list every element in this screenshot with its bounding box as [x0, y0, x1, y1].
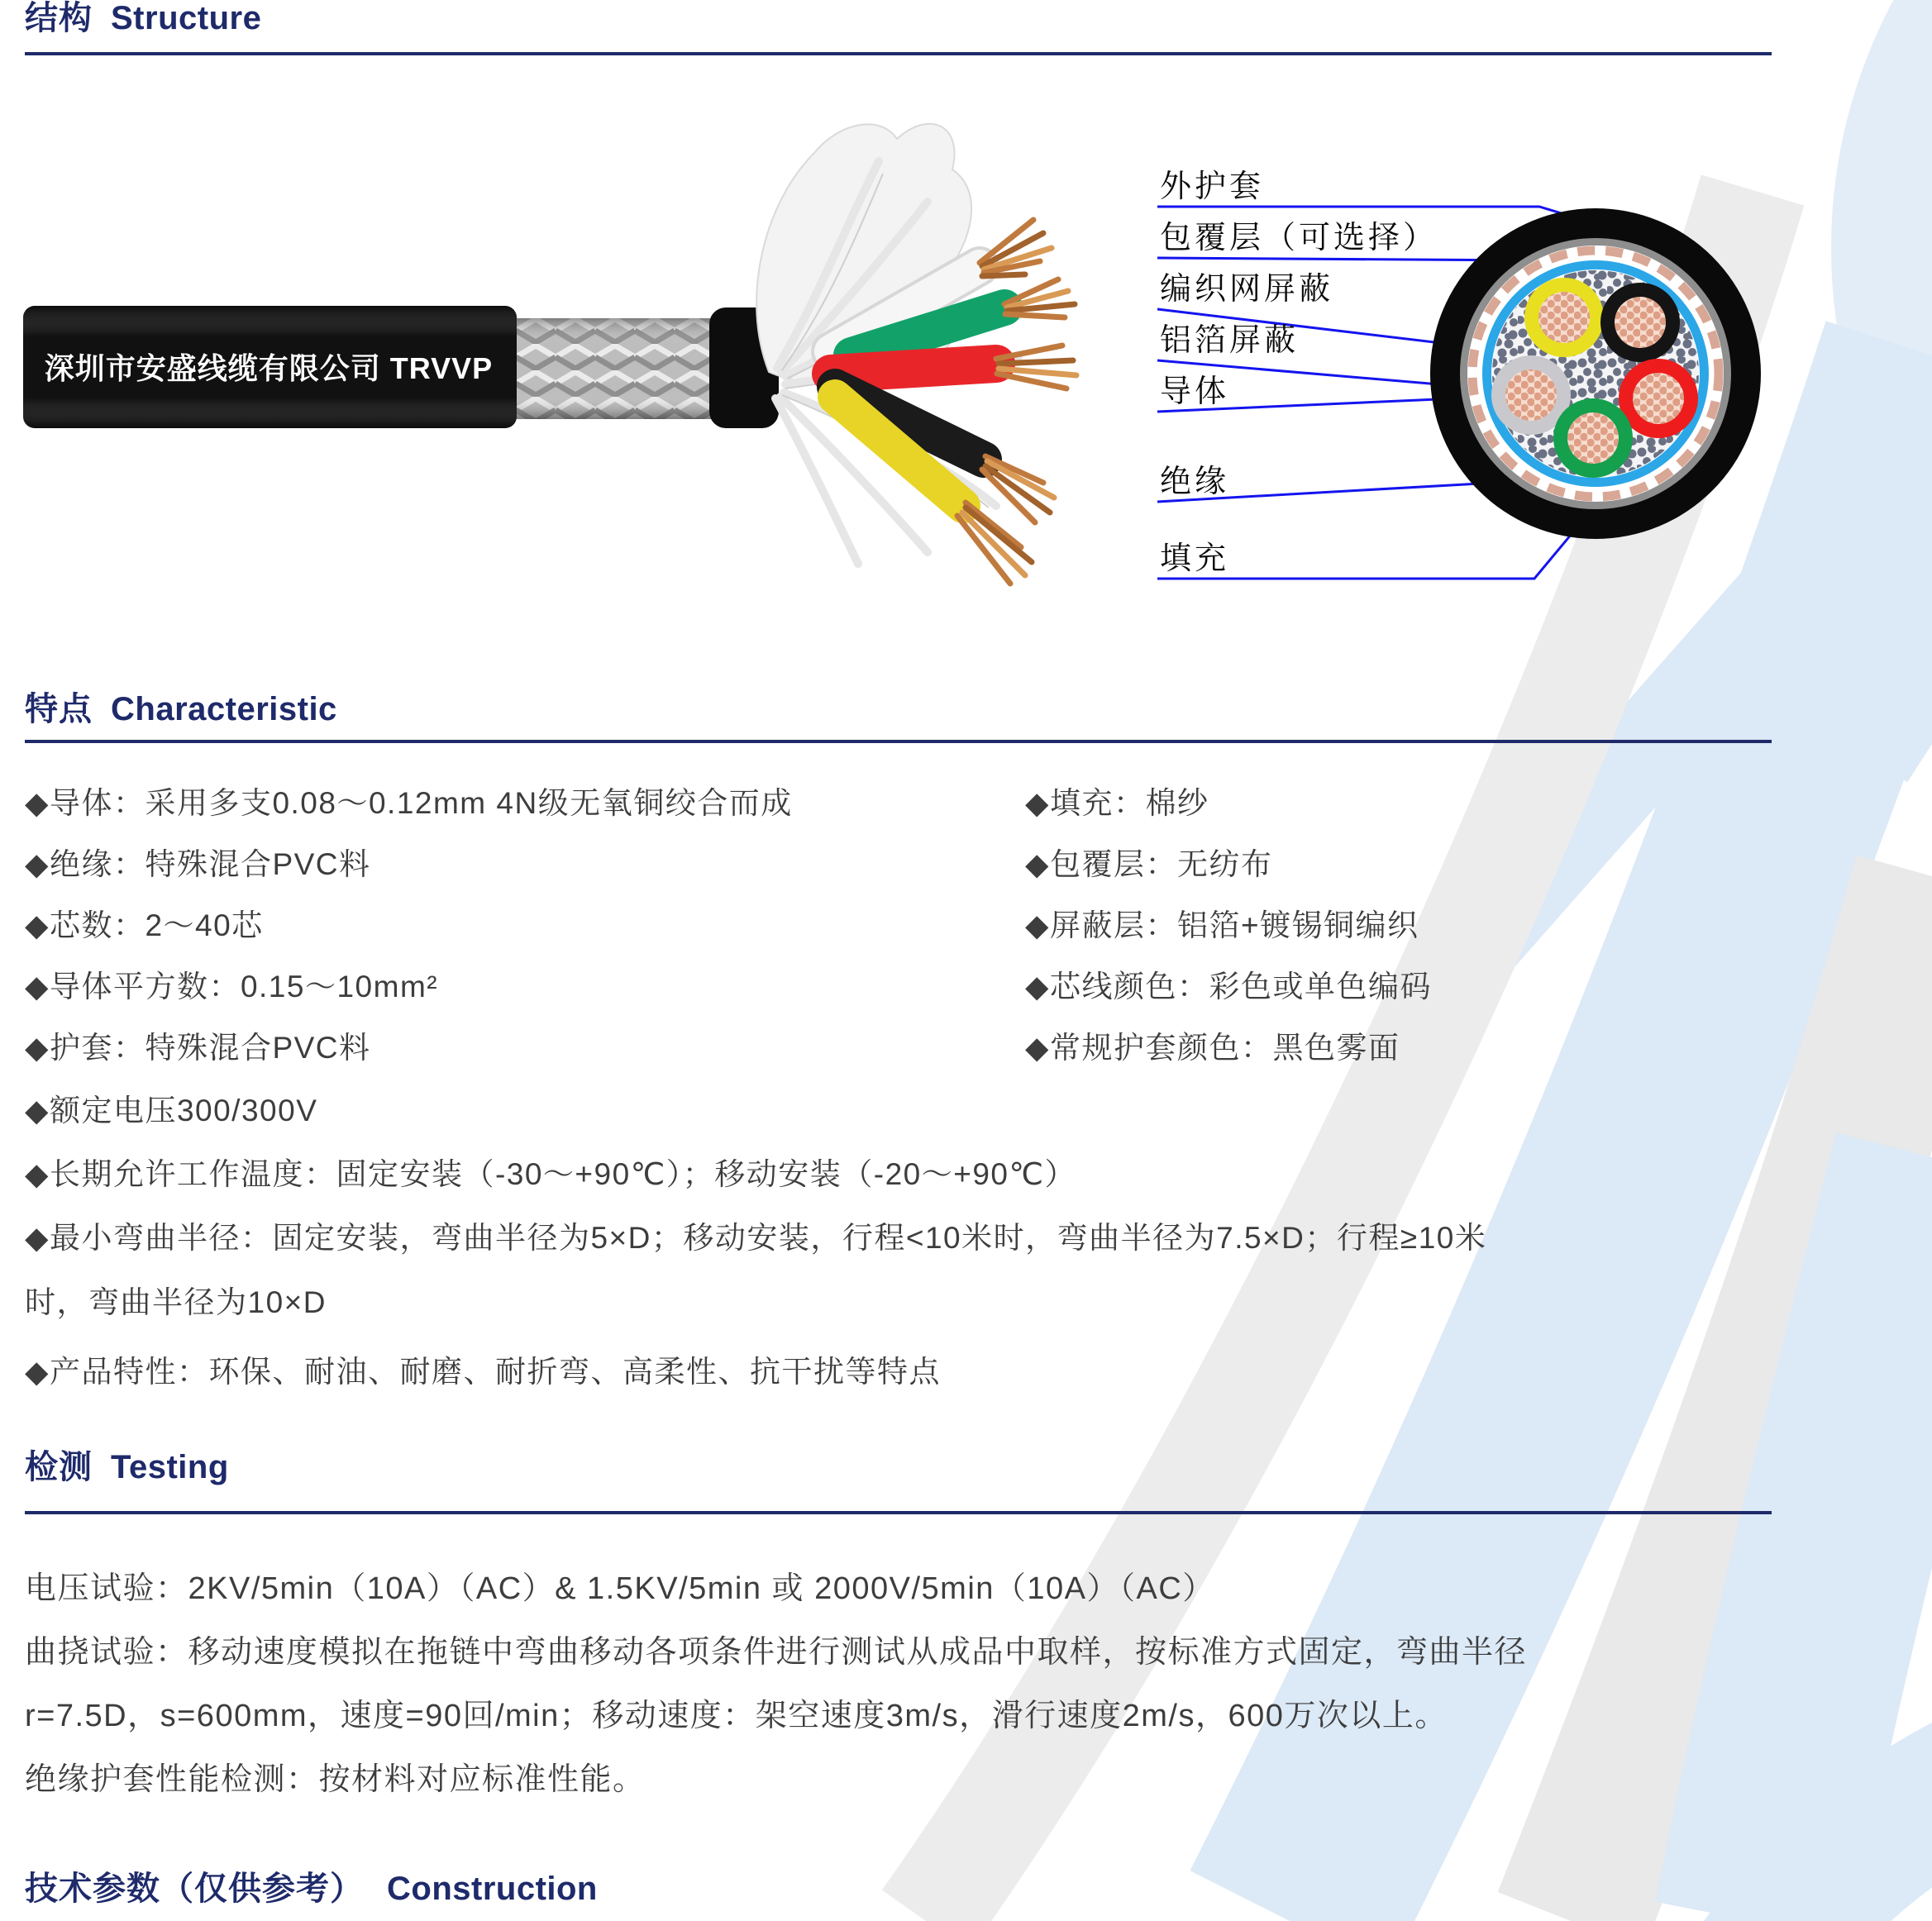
testing-paragraph — [25, 1557, 1527, 1812]
characteristic-right-column — [1025, 773, 1432, 1079]
label-wrap-layer: 包覆层（可选择） — [1160, 221, 1438, 255]
characteristic-left-column — [25, 773, 793, 1079]
bullet-rated-voltage: ◆额定电压300/300V — [25, 1094, 318, 1127]
white-wire-copper-tip — [980, 220, 1052, 276]
testing-title-zh: 检测 — [25, 1449, 93, 1485]
label-braid-shield: 编织网屏蔽 — [1160, 272, 1334, 307]
cable-photo — [23, 124, 1076, 584]
core-black — [1600, 283, 1680, 362]
testing-flex-test: 曲挠试验：移动速度模拟在拖链中弯曲移动各项条件进行测试从成品中取样，按标准方式固定，弯曲半径 — [25, 1635, 1528, 1670]
testing-title-en: Testing — [111, 1449, 229, 1485]
cable-cross-section — [1430, 208, 1761, 539]
bullet-sheath-color: ◆常规护套颜色：黑色雾面 — [1025, 1031, 1400, 1065]
green-wire-copper-tip — [1004, 279, 1075, 317]
cable-jacket — [23, 306, 517, 428]
testing-sheath-performance: 绝缘护套性能检测：按材料对应标准性能。 — [25, 1762, 646, 1797]
characteristic-rule — [25, 740, 1772, 743]
bullet-min-bend-radius: ◆最小弯曲半径：固定安装，弯曲半径为5×D；移动安装，行程<10米时，弯曲半径为7.5×D；行程≥10米 — [25, 1221, 1487, 1255]
yellow-wire-copper-tip — [957, 503, 1032, 584]
label-insulation: 绝缘 — [1160, 465, 1230, 499]
bullet-core-colors: ◆芯线颜色：彩色或单色编码 — [1025, 970, 1432, 1003]
bullet-shield-layer: ◆屏蔽层：铝箔+镀锡铜编织 — [1025, 908, 1419, 942]
black-wire-copper-tip — [982, 456, 1054, 522]
characteristic-title-en: Characteristic — [111, 691, 337, 727]
red-wire — [831, 364, 996, 374]
testing-voltage-test: 电压试验：2KV/5min（10A）（AC）& 1.5KV/5min 或 2000V/5min（10A）（AC） — [25, 1571, 1215, 1606]
cable-braid-section — [496, 318, 732, 419]
testing-section-title — [25, 1447, 229, 1487]
leader-wrap-layer — [1157, 258, 1528, 260]
bullet-core-count: ◆芯数：2～40芯 — [25, 908, 264, 942]
label-filler: 填充 — [1160, 541, 1230, 576]
construction-title-en: Construction — [387, 1871, 598, 1907]
cable-print-text: 深圳市安盛线缆有限公司 TRVVP — [44, 351, 494, 385]
label-conductor: 导体 — [1160, 374, 1230, 409]
testing-flex-test-cont: r=7.5D，s=600mm，速度=90回/min；移动速度：架空速度3m/s，滑行速度2m/s，600万次以上。 — [25, 1699, 1448, 1733]
bullet-conductor-size: ◆导体平方数：0.15～10mm² — [25, 970, 439, 1003]
structure-title-zh: 结构 — [25, 0, 93, 36]
construction-section-title — [25, 1869, 598, 1909]
bullet-product-features: ◆产品特性：环保、耐油、耐磨、耐折弯、高柔性、抗干扰等特点 — [25, 1355, 941, 1389]
structure-title-en: Structure — [111, 0, 262, 36]
testing-rule — [25, 1511, 1772, 1514]
bullet-conductor: ◆导体：采用多支0.08～0.12mm 4N级无氧铜绞合而成 — [25, 786, 793, 820]
core-green — [1553, 398, 1633, 478]
characteristic-section-title — [25, 689, 337, 729]
core-yellow — [1524, 278, 1604, 357]
bullet-working-temperature: ◆长期允许工作温度：固定安装（-30～+90℃）；移动安装（-20～+90℃） — [25, 1157, 1077, 1191]
bullet-filler: ◆填充：棉纱 — [1025, 786, 1209, 820]
bullet-sheath: ◆护套：特殊混合PVC料 — [25, 1031, 371, 1065]
bullet-min-bend-radius-cont: 时，弯曲半径为10×D — [25, 1285, 327, 1319]
label-outer-sheath: 外护套 — [1160, 169, 1265, 204]
bullet-insulation: ◆绝缘：特殊混合PVC料 — [25, 847, 371, 881]
label-foil-shield: 铝箔屏蔽 — [1160, 323, 1300, 358]
bullet-wrap-layer: ◆包覆层：无纺布 — [1025, 847, 1273, 881]
structure-figure — [0, 0, 1932, 661]
characteristic-title-zh: 特点 — [25, 691, 93, 727]
construction-title-zh: 技术参数（仅供参考） — [25, 1871, 364, 1907]
